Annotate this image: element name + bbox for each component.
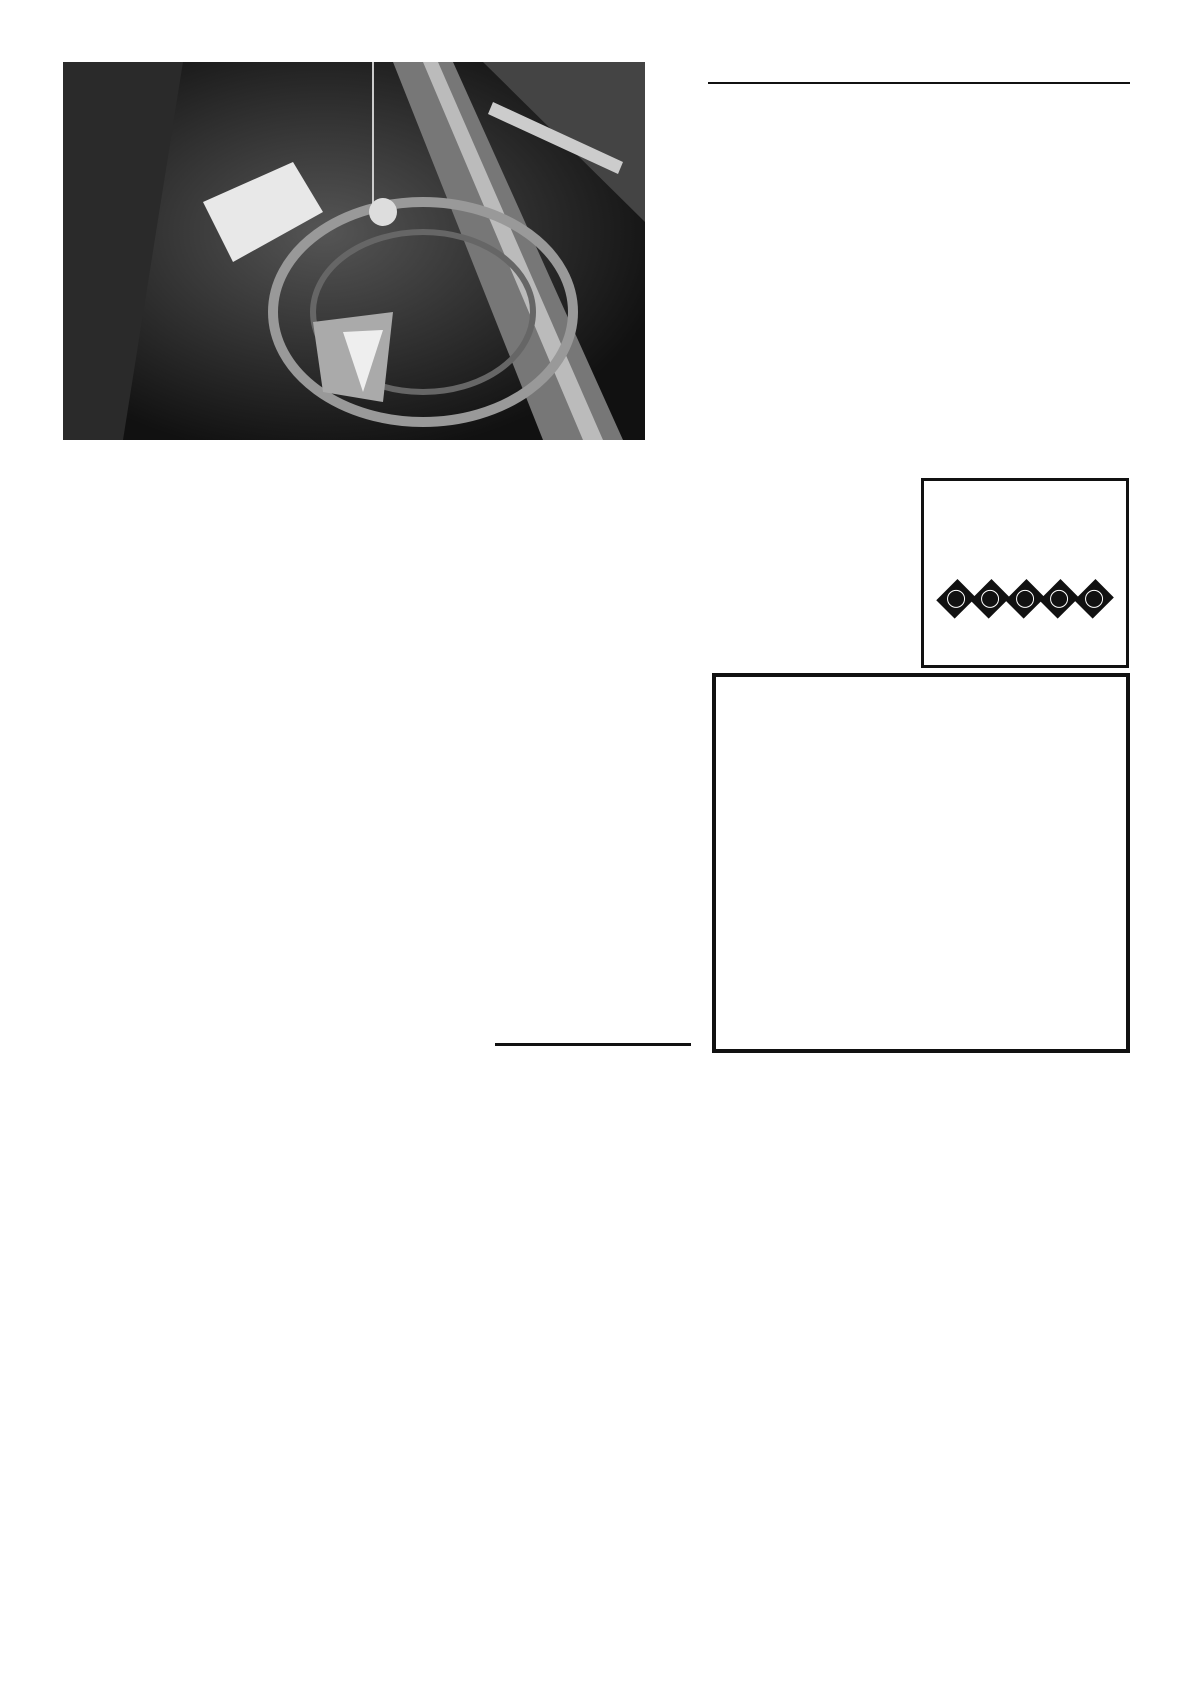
continental-cleaners-ad [712,673,1130,1053]
price-row-short [741,910,1111,921]
staff-recruitment-note [493,1052,693,1057]
campanile-photo [63,62,645,440]
logo-diamond [1039,579,1079,619]
promotion-column-1 [63,587,263,588]
column-divider-rule [495,1043,691,1046]
campanile-column-1 [710,188,910,193]
logo-diamond [1074,579,1114,619]
masthead [708,62,1130,84]
campanile-column-2 [922,162,1120,163]
price-row-long [741,872,1111,883]
promotion-column-2 [268,587,468,592]
promotion-column-3 [493,587,693,592]
larrys-logo [940,577,1110,621]
campanile-interior-image [63,62,645,440]
weejuns-ad [921,478,1129,668]
